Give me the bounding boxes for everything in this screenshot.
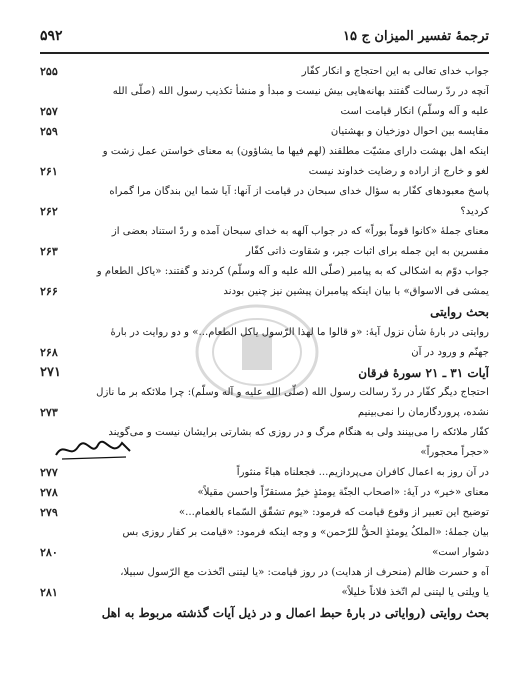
toc-entry (40, 282, 489, 302)
entry-text: نشده، پروردگارمان را نمی‌بینیم (357, 407, 489, 418)
toc-entry (40, 563, 489, 583)
entry-text: کردید؟ (460, 206, 489, 217)
page-header (40, 22, 489, 54)
table-of-contents (40, 62, 489, 698)
toc-entry (40, 222, 489, 242)
chapter-heading-row (40, 363, 489, 383)
toc-entry (40, 483, 489, 503)
entry-text: مقایسه بین احوال دوزخیان و بهشتیان (330, 126, 489, 137)
toc-entry (40, 323, 489, 343)
toc-entry (40, 62, 489, 82)
entry-text: معنای «خیر» در آیهٔ: «اصحاب الجنّة یومئذٍ خیرٌ مستقرّاً واحسن مقیلاً» (197, 487, 489, 498)
entry-page-number: ۲۷۹ (40, 506, 58, 519)
entry-page-number: ۲۶۸ (40, 346, 58, 359)
entry-page-number: ۲۸۰ (40, 546, 58, 559)
entry-page-number: ۲۷۱ (40, 365, 61, 380)
entry-page-number: ۲۷۸ (40, 486, 58, 499)
toc-entry (40, 583, 489, 603)
section-heading: بحث روایتی (روایاتی در بارهٔ حبط اعمال و در ذیل آیات گذشته مربوط به اهل (101, 606, 489, 620)
entry-text: مفسرین به این جمله برای اثبات جبر، و شقاوت ذاتی کفّار (246, 246, 489, 257)
toc-entry (40, 82, 489, 102)
entry-text: دشوار است» (432, 547, 489, 558)
entry-text: آیات ۳۱ ـ ۲۱ سورهٔ فرقان (358, 366, 489, 380)
entry-page-number: ۲۶۳ (40, 245, 58, 258)
toc-entry (40, 463, 489, 483)
toc-entry (40, 523, 489, 543)
toc-entry (40, 142, 489, 162)
toc-entry (40, 403, 489, 423)
entry-text: آه و حسرت ظالم (منحرف از هدایت) در روز قیامت: «یا لیتنی اتّخذت مع الرّسول سبیلا، (120, 567, 489, 578)
entry-page-number: ۲۵۷ (40, 105, 58, 118)
entry-text: لغو و خارج از اراده و رضایت خداوند نیست (308, 166, 489, 177)
entry-page-number: ۲۶۶ (40, 285, 58, 298)
section-heading: بحث روایتی (430, 305, 489, 319)
toc-entry (40, 102, 489, 122)
entry-text: بیان جملهٔ: «الملکُ یومئذٍ الحقُّ للرّحمن» و وجه اینکه فرمود: «قیامت بر کفار روزی بس (122, 527, 489, 538)
toc-entry (40, 343, 489, 363)
entry-text: احتجاج دیگر کفّار در ردّ رسالت رسول الله (صلّی الله علیه و آله وسلّم): چرا ملائکه بر ما نازل (96, 387, 489, 398)
entry-text: در آن روز به اعمال کافران می‌پردازیم... فجعلناه هباءً منثوراً (236, 467, 489, 478)
entry-page-number: ۲۷۳ (40, 406, 58, 419)
entry-text: توضیح این تعبیر از وقوع قیامت که فرمود: «یوم تشقّق السّماء بالغمام...» (178, 507, 489, 518)
entry-text: کفّار ملائکه را می‌بینند ولی به هنگام مرگ و در روزی که بشارتی برایشان نیست و می‌گویند (108, 427, 489, 438)
entry-page-number: ۲۷۷ (40, 466, 58, 479)
entry-text: علیه و آله وسلّم) انکار قیامت است (340, 106, 489, 117)
toc-entry (40, 242, 489, 262)
entry-text: یمشی فی الاسواق» با بیان اینکه پیامبران پیشین نیز چنین بودند (223, 286, 489, 297)
entry-text: روایتی در بارهٔ شأن نزول آیهٔ: «و قالوا ما لهذا الرّسول یاکل الطعام...» و دو روایت در بارهٔ (110, 327, 489, 338)
toc-entry (40, 262, 489, 282)
toc-entry (40, 202, 489, 222)
entry-text: آنچه در ردّ رسالت گفتند بهانه‌هایی بیش نیست و مبدأ و منشأ تکذیب رسول الله (صلّی الله (112, 86, 489, 97)
entry-page-number: ۲۸۱ (40, 586, 58, 599)
entry-page-number: ۲۶۱ (40, 165, 58, 178)
entry-page-number: ۲۶۲ (40, 205, 58, 218)
entry-text: جواب دوّم به اشکالی که به پیامبر (صلّی الله علیه و آله وسلّم) کردند و گفتند: «یاکل الطعام و (96, 266, 489, 277)
toc-entry (40, 182, 489, 202)
entry-text: پاسخ معبودهای کفّار به سؤال خدای سبحان در قیامت از آنها: آیا شما این بندگان مرا گمراه (109, 186, 489, 197)
running-title: ترجمهٔ تفسیر المیزان ج ۱۵ (342, 28, 489, 44)
toc-entry (40, 162, 489, 182)
entry-text: یا ویلتی یا لیتنی لم اتّخذ فلاناً خلیلاً» (341, 587, 489, 598)
entry-page-number: ۲۵۵ (40, 65, 58, 78)
entry-page-number: ۲۵۹ (40, 125, 58, 138)
handwritten-signature (52, 437, 134, 463)
toc-entry (40, 122, 489, 142)
entry-text: «حجراً محجوراً» (420, 447, 489, 458)
entry-text: معنای جملهٔ «کانوا قوماً بوراً» که در جواب آلهه به خدای سبحان آمده و ردّ استناد بعضی از (111, 226, 489, 237)
page-number: ۵۹۲ (40, 28, 63, 44)
entry-text: اینکه اهل بهشت دارای مشیّت مطلقند (لهم فیها ما یشاؤون) به معنای خواستن عمل زشت و (102, 146, 489, 157)
toc-entry (40, 543, 489, 563)
toc-entry (40, 503, 489, 523)
entry-text: جهنّم و ورود در آن (411, 347, 489, 358)
entry-text: جواب خدای تعالی به این احتجاج و انکار کفّار (301, 66, 489, 77)
toc-entry (40, 383, 489, 403)
